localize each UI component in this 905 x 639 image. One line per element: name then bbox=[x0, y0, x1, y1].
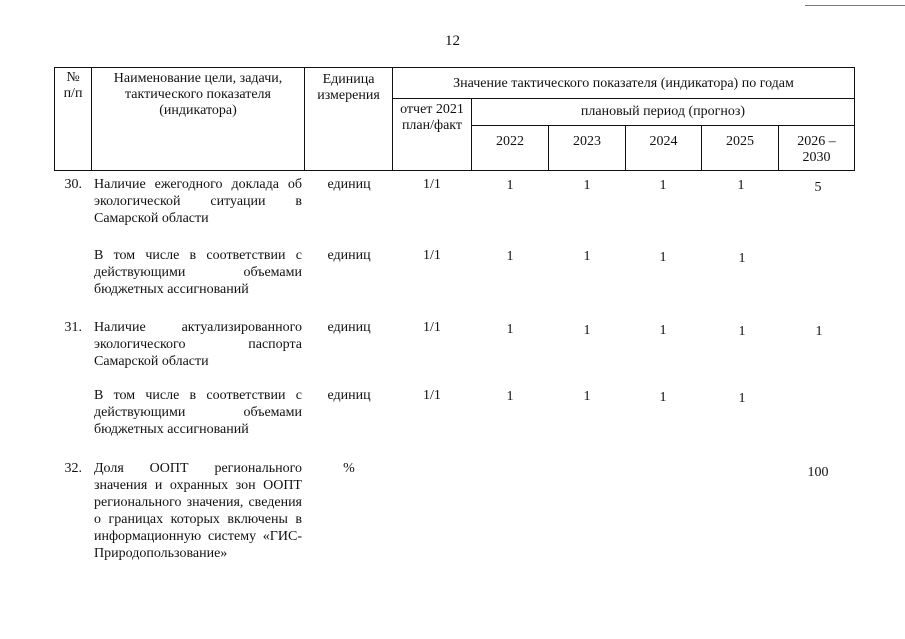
row-value-2025: 1 bbox=[737, 178, 745, 193]
row-value-2025: 1 bbox=[738, 251, 746, 266]
top-edge-line bbox=[805, 5, 905, 6]
header-cell-year-2025: 2025 bbox=[701, 125, 779, 171]
row-value-2022: 1 bbox=[506, 178, 514, 193]
row-value-2026-2030: 100 bbox=[807, 465, 829, 480]
row-number: 30. bbox=[64, 177, 82, 192]
row-unit: % bbox=[343, 461, 355, 476]
row-unit: единиц bbox=[327, 177, 371, 192]
row-value-2026-2030: 1 bbox=[815, 324, 823, 339]
row-name: Наличие актуализированного экологического паспорта Самарской области bbox=[94, 320, 302, 369]
row-value-2024: 1 bbox=[659, 250, 667, 265]
row-value-2025: 1 bbox=[738, 391, 746, 406]
row-number: 32. bbox=[64, 461, 82, 476]
row-report: 1/1 bbox=[423, 388, 441, 403]
row-value-2023: 1 bbox=[583, 249, 591, 264]
row-value-2022: 1 bbox=[506, 389, 514, 404]
row-number: 31. bbox=[64, 320, 82, 335]
row-value-2023: 1 bbox=[583, 178, 591, 193]
row-unit: единиц bbox=[327, 320, 371, 335]
row-value-2024: 1 bbox=[659, 390, 667, 405]
row-value-2022: 1 bbox=[506, 322, 514, 337]
row-value-2025: 1 bbox=[738, 324, 746, 339]
row-value-2022: 1 bbox=[506, 249, 514, 264]
page-number: 12 bbox=[445, 33, 460, 49]
header-cell-report-2021: отчет 2021 план/факт bbox=[392, 98, 472, 171]
row-unit: единиц bbox=[327, 248, 371, 263]
header-cell-number: № п/п bbox=[54, 67, 92, 171]
row-report: 1/1 bbox=[423, 177, 441, 192]
row-name: Наличие ежегодного доклада об экологической ситуации в Самарской области bbox=[94, 177, 302, 226]
header-cell-unit: Единица измерения bbox=[304, 67, 393, 171]
header-cell-year-2023: 2023 bbox=[548, 125, 626, 171]
header-cell-year-2024: 2024 bbox=[625, 125, 702, 171]
row-unit: единиц bbox=[327, 388, 371, 403]
header-cell-name: Наименование цели, задачи, тактического показателя (индикатора) bbox=[91, 67, 305, 171]
header-cell-year-2022: 2022 bbox=[471, 125, 549, 171]
row-value-2023: 1 bbox=[583, 323, 591, 338]
row-value-2026-2030: 5 bbox=[814, 180, 822, 195]
row-report: 1/1 bbox=[423, 320, 441, 335]
header-cell-year-2026-2030: 2026 – 2030 bbox=[778, 125, 855, 171]
header-cell-values-by-year: Значение тактического показателя (индикатора) по годам bbox=[392, 67, 855, 99]
row-name: Доля ООПТ регионального значения и охранных зон ООПТ регионального значения, сведения о границах которых включены в информационную систему «ГИС-Природопользование» bbox=[94, 461, 302, 561]
row-report: 1/1 bbox=[423, 248, 441, 263]
row-name: В том числе в соответствии с действующими объемами бюджетных ассигнований bbox=[94, 388, 302, 437]
row-value-2023: 1 bbox=[583, 389, 591, 404]
row-name: В том числе в соответствии с действующими объемами бюджетных ассигнований bbox=[94, 248, 302, 297]
row-value-2024: 1 bbox=[659, 178, 667, 193]
header-cell-plan-period: плановый период (прогноз) bbox=[471, 98, 855, 126]
row-value-2024: 1 bbox=[659, 323, 667, 338]
